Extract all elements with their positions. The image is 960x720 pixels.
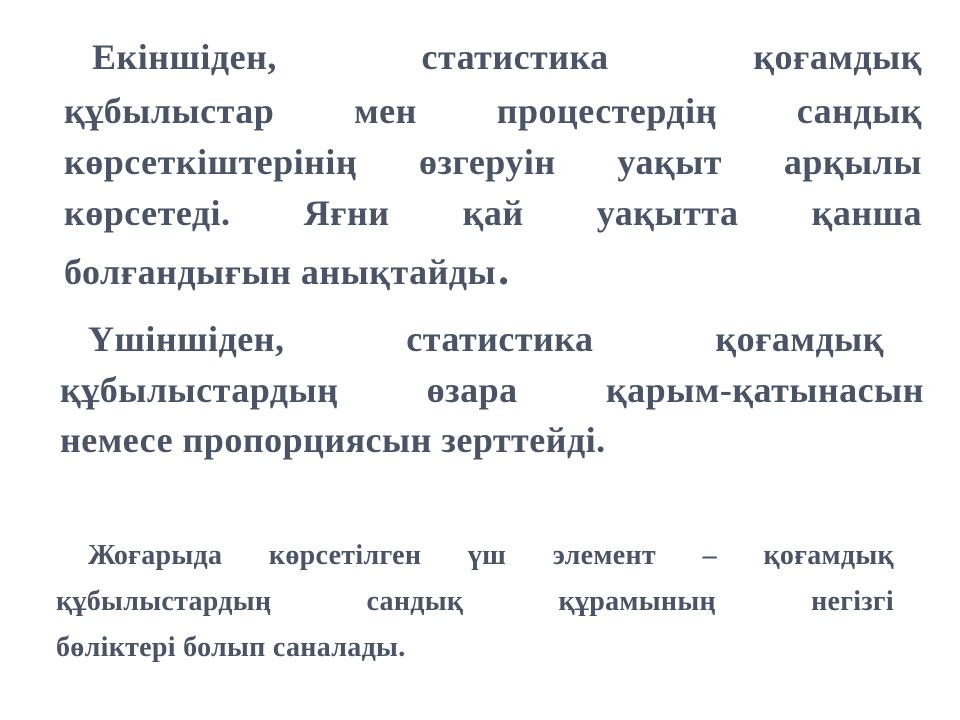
paragraph-line — [56, 632, 406, 664]
word: мен — [354, 91, 417, 131]
word: өзара — [426, 370, 518, 410]
word: көрсетеді. — [64, 193, 231, 233]
word: Яғни — [303, 193, 390, 233]
word: – — [702, 540, 717, 571]
word: құбылыстардың — [60, 370, 339, 410]
paragraph-line — [60, 419, 606, 461]
paragraph-line — [60, 369, 924, 411]
word: негізгі — [811, 586, 894, 617]
word: Үшіншіден, — [88, 319, 285, 359]
word: Екіншіден, — [92, 37, 277, 77]
word: уақытта — [596, 193, 739, 233]
end-mark: . — [498, 245, 510, 294]
word: болғандығын анықтайды — [64, 252, 497, 292]
word: құрамының — [558, 586, 716, 617]
word: немесе пропорциясын зерттейді. — [60, 420, 606, 460]
word: көрсеткіштерінің — [64, 142, 358, 182]
word: қай — [462, 193, 524, 233]
word: сандық — [366, 586, 464, 617]
word: Жоғарыда — [88, 540, 223, 571]
word: бөліктері болып саналады. — [56, 632, 406, 663]
word: қанша — [811, 193, 922, 233]
word: қоғамдық — [753, 37, 922, 77]
paragraph-line — [88, 318, 884, 360]
word: көрсетілген — [268, 540, 422, 571]
word: уақыт — [617, 142, 722, 182]
word: өзгеруін — [418, 142, 556, 182]
word: қарым-қатынасын — [605, 370, 924, 410]
paragraph-line — [64, 244, 510, 295]
word: қоғамдық — [763, 540, 894, 571]
paragraph-line — [64, 192, 922, 234]
paragraph-line — [64, 141, 922, 183]
word: процестердің — [496, 91, 717, 131]
paragraph-line — [92, 36, 922, 78]
word: қоғамдық — [715, 319, 884, 359]
word: сандық — [796, 91, 922, 131]
word: құбылыстар — [64, 91, 275, 131]
word: құбылыстардың — [56, 586, 272, 617]
word: арқылы — [783, 142, 922, 182]
word: үш — [467, 540, 507, 571]
paragraph-line — [56, 586, 894, 618]
word: статистика — [406, 319, 594, 359]
paragraph-line — [88, 540, 894, 572]
paragraph-line — [64, 90, 922, 132]
word: статистика — [421, 37, 609, 77]
word: элемент — [552, 540, 656, 571]
